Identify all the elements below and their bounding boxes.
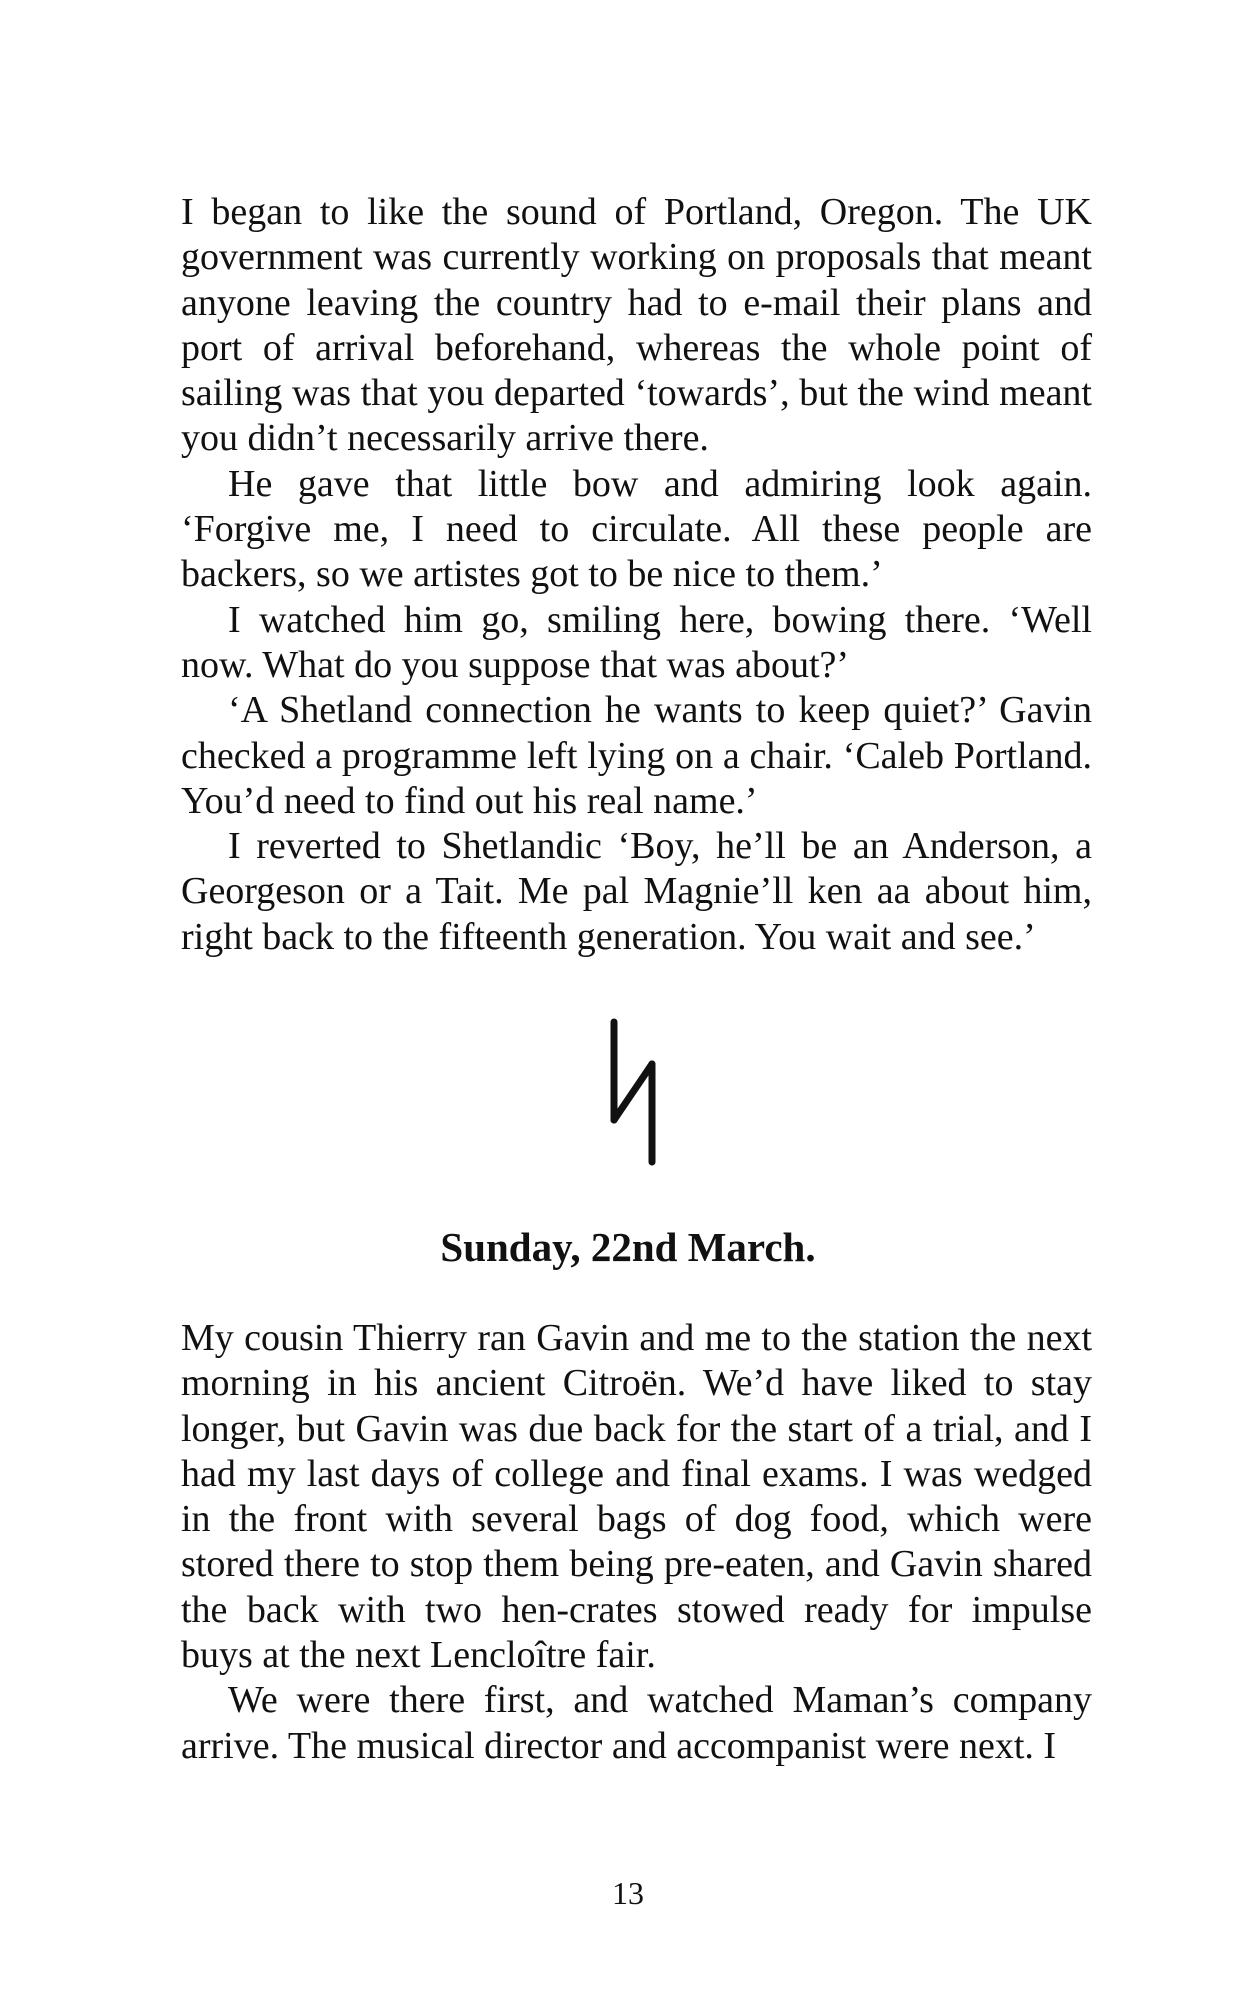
body-text-top: [181, 190, 1092, 960]
paragraph: I began to like the sound of Portland, Oregon. The UK government was currently working on proposals that meant anyone leaving the country had to e-mail their plans and port of arrival beforehand, whereas the whole point of sailing was that you departed ‘towards’, but the wind meant you didn’t necessarily arrive there.: [181, 191, 1092, 460]
rune-divider-icon: [600, 1018, 680, 1168]
paragraph: I reverted to Shetlandic ‘Boy, he’ll be an Anderson, a Georgeson or a Tait. Me pal Magnie’ll ken aa about him, right back to the fifteenth generation. You wait and see.’: [181, 825, 1092, 958]
page-number: 13: [612, 1875, 644, 1911]
paragraph: He gave that little bow and admiring look again. ‘Forgive me, I need to circulate. All these people are backers, so we artistes got to be nice to them.’: [181, 462, 1092, 596]
paragraph: My cousin Thierry ran Gavin and me to the station the next morning in his ancient Citroën. We’d have liked to stay longer, but Gavin was due back for the start of a trial, and I had my last days of college and final exams. I was wedged in the front with several bags of dog food, which were stored there to stop them being pre-eaten, and Gavin shared the back with two hen-crates stowed ready for impulse buys at the next Lencloître fair.: [181, 1317, 1092, 1677]
paragraph: ‘A Shetland connection he wants to keep quiet?’ Gavin checked a programme left lying on a chair. ‘Caleb Portland. You’d need to find out his real name.’: [181, 689, 1092, 822]
paragraph: We were there first, and watched Maman’s company arrive. The musical director and accompanist were next. I: [181, 1679, 1092, 1767]
section-heading: Sunday, 22nd March.: [440, 1224, 816, 1270]
paragraph: I watched him go, smiling here, bowing there. ‘Well now. What do you suppose that was about?’: [181, 598, 1092, 686]
body-text-bottom: [181, 1316, 1092, 1769]
